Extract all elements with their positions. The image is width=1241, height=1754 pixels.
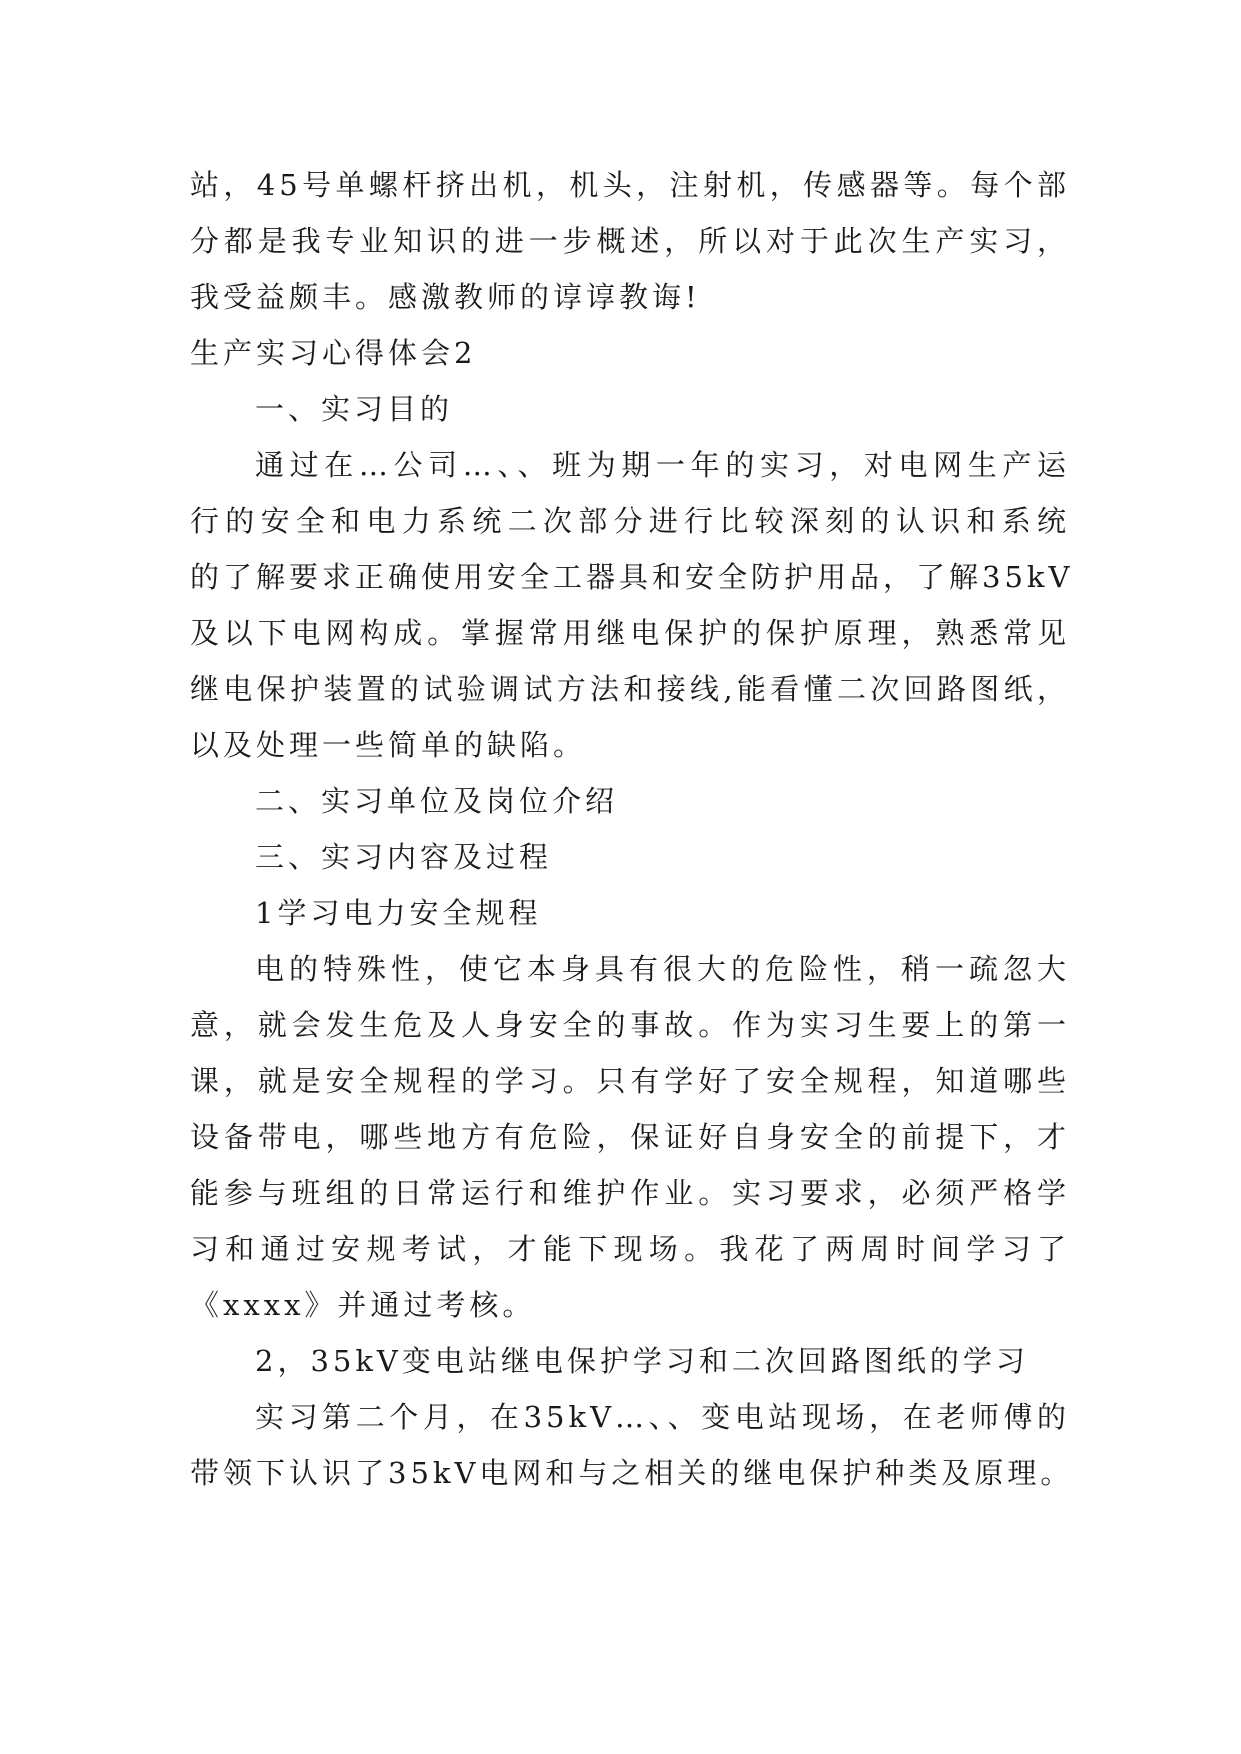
body-text-line: 及以下电网构成。掌握常用继电保护的保护原理，熟悉常见 (190, 616, 1070, 650)
body-text-line: 通过在…公司…、、班为期一年的实习，对电网生产运 (255, 448, 1070, 482)
body-text-line: 分都是我专业知识的进一步概述，所以对于此次生产实习， (190, 224, 1070, 258)
body-text-line: 能参与班组的日常运行和维护作业。实习要求，必须严格学 (190, 1176, 1070, 1210)
heading-content-process: 三、实习内容及过程 (255, 840, 553, 874)
body-text-line: 继电保护装置的试验调试方法和接线,能看懂二次回路图纸， (190, 672, 1070, 706)
subheading-safety-rules: 1学习电力安全规程 (255, 896, 542, 930)
section-title: 生产实习心得体会2 (190, 336, 477, 370)
body-text-line: 的了解要求正确使用安全工器具和安全防护用品，了解35kV (190, 560, 1074, 594)
body-text-line: 设备带电，哪些地方有危险，保证好自身安全的前提下，才 (190, 1120, 1070, 1154)
body-text-line: 实习第二个月，在35kV…、、变电站现场，在老师傅的 (255, 1400, 1070, 1434)
body-text-line: 习和通过安规考试，才能下现场。我花了两周时间学习了 (190, 1232, 1070, 1266)
body-text-line: 电的特殊性，使它本身具有很大的危险性，稍一疏忽大 (255, 952, 1070, 986)
body-text-line: 课，就是安全规程的学习。只有学好了安全规程，知道哪些 (190, 1064, 1070, 1098)
heading-unit-intro: 二、实习单位及岗位介绍 (255, 784, 619, 818)
body-text-line: 我受益颇丰。感激教师的谆谆教诲! (190, 280, 701, 314)
body-text-line: 行的安全和电力系统二次部分进行比较深刻的认识和系统 (190, 504, 1070, 538)
body-text-line: 意，就会发生危及人身安全的事故。作为实习生要上的第一 (190, 1008, 1070, 1042)
heading-objective: 一、实习目的 (255, 392, 454, 426)
subheading-relay-protection: 2，35kV变电站继电保护学习和二次回路图纸的学习 (255, 1344, 1029, 1378)
body-text-line: 以及处理一些简单的缺陷。 (190, 728, 587, 762)
body-text-line: 带领下认识了35kV电网和与之相关的继电保护种类及原理。 (190, 1456, 1074, 1490)
body-text-line: 站，45号单螺杆挤出机，机头，注射机，传感器等。每个部 (190, 168, 1070, 202)
body-text-line: 《xxxx》并通过考核。 (190, 1288, 536, 1322)
